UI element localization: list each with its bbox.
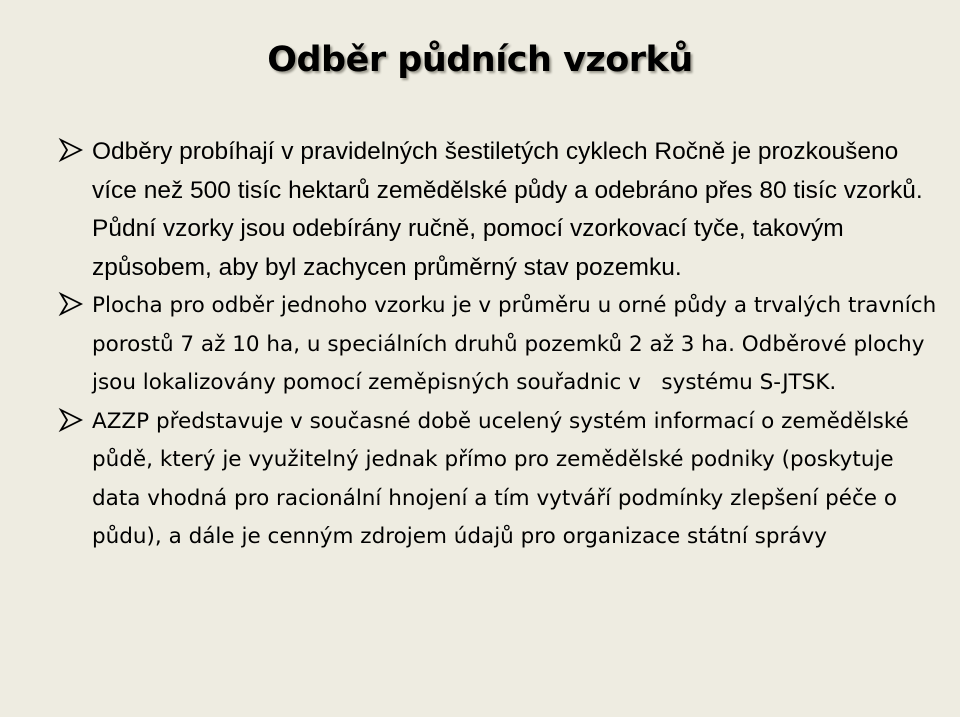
bullet-item bbox=[58, 133, 938, 287]
bullet-text: Odběry probíhají v pravidelných šestiletých cyklech Ročně je prozkoušeno více než 500 tisíc hektarů zemědělské půdy a odebráno přes 80 tisíc vzorků. Půdní vzorky jsou odebírány ručně, pomocí vzorkovací tyče, takovým způsobem, aby byl zachycen průměrný stav pozemku. bbox=[92, 138, 923, 281]
arrow-bullet-icon bbox=[58, 137, 84, 163]
bullet-text: AZZP představuje v současné době ucelený systém informací o zemědělské půdě, který je využitelný jednak přímo pro zemědělské podniky (poskytuje data vhodná pro racionální hnojení a tím vytváří podmínky zlepšení péče o půdu), a dále je cenným zdrojem údajů pro organizace státní správy bbox=[92, 408, 909, 549]
bullet-item bbox=[58, 287, 944, 403]
bullet-item bbox=[58, 403, 938, 557]
arrow-bullet-icon bbox=[58, 407, 84, 433]
slide-title: Odběr půdních vzorků bbox=[267, 40, 693, 80]
bullet-list bbox=[58, 133, 944, 557]
arrow-bullet-icon bbox=[58, 291, 84, 317]
bullet-text: Plocha pro odběr jednoho vzorku je v průměru u orné půdy a trvalých travních porostů 7 až 10 ha, u speciálních druhů pozemků 2 až 3 ha. Odběrové plochy jsou lokalizovány pomocí zeměpisných souřadnic v systému S-JTSK. bbox=[92, 293, 944, 395]
